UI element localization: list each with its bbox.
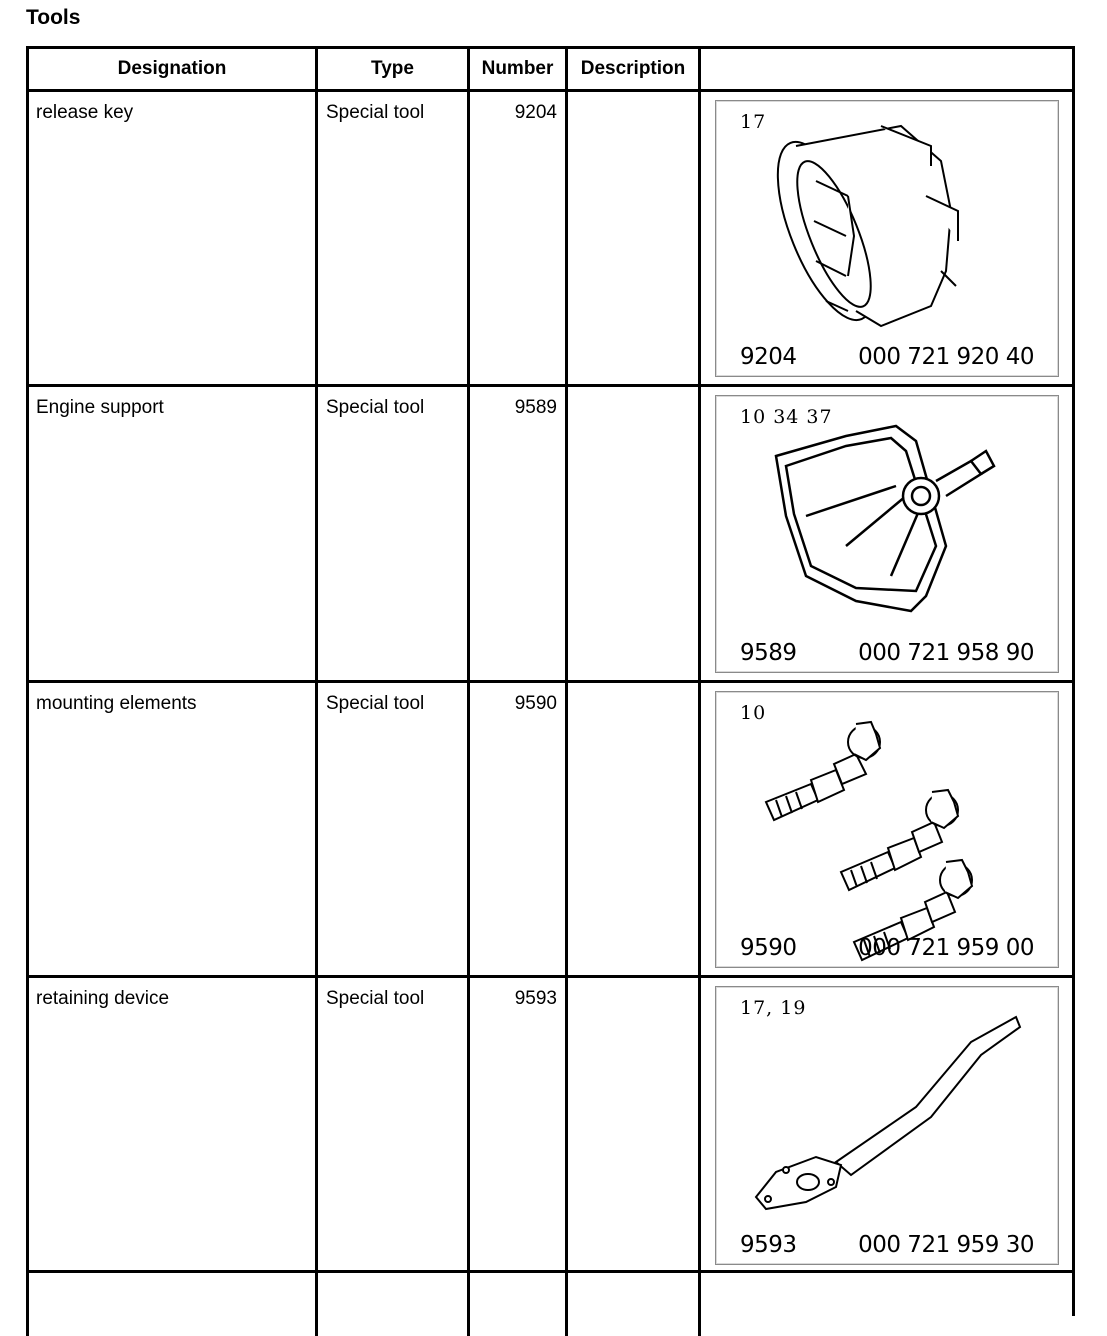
row-divider (26, 975, 1075, 978)
column-border (565, 46, 568, 1336)
figure-part-number: 000 721 958 90 (858, 640, 1034, 666)
figure-reference: 17, 19 (740, 997, 807, 1019)
figure-tool-number: 9590 (740, 935, 797, 961)
table-row-number: 9593 (514, 988, 557, 1009)
table-row-type: Special tool (326, 102, 425, 123)
header-number: Number (481, 58, 554, 79)
tool-figure (715, 986, 1059, 1265)
retaining-device-illustration (716, 987, 1058, 1264)
table-row-designation: mounting elements (36, 693, 197, 714)
figure-part-number: 000 721 959 30 (858, 1232, 1034, 1258)
table-row-type: Special tool (326, 693, 425, 714)
figure-reference: 10 34 37 (740, 406, 833, 428)
table-row-designation: retaining device (36, 988, 170, 1009)
column-border (467, 46, 470, 1336)
header-description: Description (580, 58, 686, 79)
table-row-number: 9589 (514, 397, 557, 418)
column-border (1072, 46, 1075, 1316)
figure-part-number: 000 721 959 00 (858, 935, 1034, 961)
table-row-type: Special tool (326, 397, 425, 418)
mounting-elements-illustration (716, 692, 1058, 967)
header-divider (26, 89, 1075, 92)
figure-tool-number: 9593 (740, 1232, 797, 1258)
engine-support-illustration (716, 396, 1058, 672)
table-row-type: Special tool (326, 988, 425, 1009)
figure-tool-number: 9204 (740, 344, 797, 370)
header-type: Type (371, 58, 414, 79)
column-border (698, 46, 701, 1336)
header-figure (701, 49, 1072, 89)
tool-figure (715, 691, 1059, 968)
tools-table (26, 46, 1075, 1336)
row-divider (26, 680, 1075, 683)
tool-figure (715, 100, 1059, 377)
table-row-designation: Engine support (36, 397, 164, 418)
figure-part-number: 000 721 920 40 (858, 344, 1034, 370)
table-row-number: 9590 (514, 693, 557, 714)
figure-reference: 10 (740, 702, 767, 724)
figure-tool-number: 9589 (740, 640, 797, 666)
table-row-number: 9204 (514, 102, 557, 123)
column-border (26, 46, 29, 1336)
column-border (315, 46, 318, 1336)
table-row-designation: release key (36, 102, 134, 123)
figure-reference: 17 (740, 111, 767, 133)
release-key-illustration (716, 101, 1058, 376)
header-designation: Designation (117, 58, 227, 79)
page-title: Tools (26, 6, 81, 29)
tool-figure (715, 395, 1059, 673)
row-divider (26, 384, 1075, 387)
row-divider (26, 1270, 1075, 1273)
